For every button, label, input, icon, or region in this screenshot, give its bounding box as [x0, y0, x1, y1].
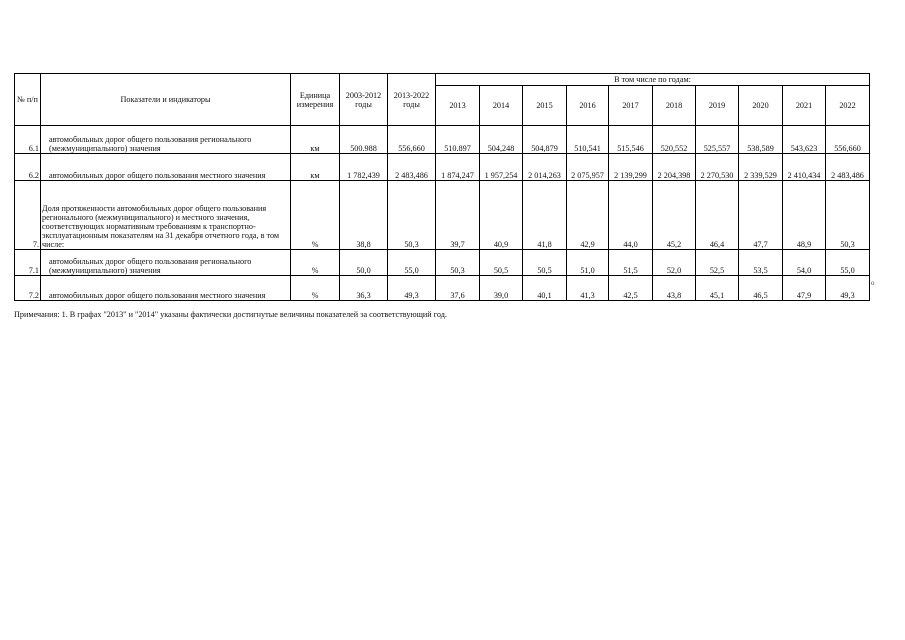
header-years-group: В том числе по годам:	[436, 74, 870, 86]
row-value: 556,660	[388, 126, 436, 154]
row-value: 515,546	[609, 126, 653, 154]
row-value: 46,5	[739, 276, 783, 301]
table-note: Примечания: 1. В графах "2013" и "2014" указаны фактически достигнутые величины показателей за соответствующий год.	[14, 310, 447, 319]
row-value: 55,0	[826, 250, 870, 276]
row-value: 40,1	[523, 276, 567, 301]
row-value: 1 957,254	[480, 154, 523, 181]
row-value: 50,5	[480, 250, 523, 276]
row-value: 504,248	[480, 126, 523, 154]
row-value: 42,5	[609, 276, 653, 301]
header-period-2003-2012: 2003-2012 годы	[340, 74, 388, 126]
header-year: 2020	[739, 86, 783, 126]
table-row	[15, 181, 870, 250]
header-period-2013-2022: 2013-2022 годы	[388, 74, 436, 126]
row-unit: км	[291, 126, 340, 154]
row-value: 538,589	[739, 126, 783, 154]
row-value: 525,557	[696, 126, 739, 154]
row-value: 2 075,957	[567, 154, 609, 181]
row-value: 2 204,398	[653, 154, 696, 181]
row-value: 39,0	[480, 276, 523, 301]
header-year: 2022	[826, 86, 870, 126]
row-value: 2 270,530	[696, 154, 739, 181]
row-value: 510.897	[436, 126, 480, 154]
margin-mark: о	[871, 279, 875, 287]
row-value: 42,9	[567, 181, 609, 250]
row-value: 556,660	[826, 126, 870, 154]
header-year: 2021	[783, 86, 826, 126]
row-value: 2 410,434	[783, 154, 826, 181]
row-value: 39,7	[436, 181, 480, 250]
row-value: 1 874,247	[436, 154, 480, 181]
row-value: 543,623	[783, 126, 826, 154]
row-value: 44,0	[609, 181, 653, 250]
row-number: 6.1	[15, 126, 41, 154]
row-value: 46,4	[696, 181, 739, 250]
indicators-table	[14, 73, 870, 301]
header-year: 2015	[523, 86, 567, 126]
row-value: 52,0	[653, 250, 696, 276]
row-value: 50,0	[340, 250, 388, 276]
row-value: 2 014,263	[523, 154, 567, 181]
table-row	[15, 276, 870, 301]
row-value: 51,5	[609, 250, 653, 276]
row-number: 7.	[15, 181, 41, 250]
row-value: 50,5	[523, 250, 567, 276]
header-unit: Единица измерения	[291, 74, 340, 126]
row-value: 2 139,299	[609, 154, 653, 181]
header-year: 2013	[436, 86, 480, 126]
header-year: 2018	[653, 86, 696, 126]
row-unit: %	[291, 181, 340, 250]
row-value: 2 483,486	[388, 154, 436, 181]
row-value: 2 483,486	[826, 154, 870, 181]
header-number: № п/п	[15, 74, 41, 126]
row-value: 48,9	[783, 181, 826, 250]
row-value: 55,0	[388, 250, 436, 276]
table-row	[15, 126, 870, 154]
row-value: 50,3	[388, 181, 436, 250]
row-value: 41,3	[567, 276, 609, 301]
row-value: 37,6	[436, 276, 480, 301]
row-unit: %	[291, 276, 340, 301]
row-value: 520,552	[653, 126, 696, 154]
header-year: 2014	[480, 86, 523, 126]
row-indicator: Доля протяженности автомобильных дорог общего пользования регионального (межмуниципального) и местного значения, соответствующих нормативным требованиям к транспортно-эксплуатационным показателям на 31 декабря отчетного года, в том числе:	[41, 181, 291, 250]
row-value: 52,5	[696, 250, 739, 276]
row-value: 45,1	[696, 276, 739, 301]
row-value: 49,3	[826, 276, 870, 301]
row-value: 47,9	[783, 276, 826, 301]
row-value: 1 782,439	[340, 154, 388, 181]
row-indicator: автомобильных дорог общего пользования местного значения	[41, 276, 291, 301]
row-value: 47,7	[739, 181, 783, 250]
row-value: 45,2	[653, 181, 696, 250]
row-unit: %	[291, 250, 340, 276]
row-unit: км	[291, 154, 340, 181]
table-row	[15, 154, 870, 181]
row-value: 43,8	[653, 276, 696, 301]
row-value: 2 339,529	[739, 154, 783, 181]
row-number: 7.1	[15, 250, 41, 276]
row-value: 51,0	[567, 250, 609, 276]
header-year: 2016	[567, 86, 609, 126]
row-indicator: автомобильных дорог общего пользования регионального (межмуниципального) значения	[41, 126, 291, 154]
row-number: 7.2	[15, 276, 41, 301]
row-value: 40,9	[480, 181, 523, 250]
row-value: 54,0	[783, 250, 826, 276]
row-value: 38,8	[340, 181, 388, 250]
row-value: 504,879	[523, 126, 567, 154]
table-row	[15, 250, 870, 276]
row-value: 500.988	[340, 126, 388, 154]
row-value: 41,8	[523, 181, 567, 250]
row-value: 53,5	[739, 250, 783, 276]
header-year: 2017	[609, 86, 653, 126]
header-indicators: Показатели и индикаторы	[41, 74, 291, 126]
row-indicator: автомобильных дорог общего пользования местного значения	[41, 154, 291, 181]
row-indicator: автомобильных дорог общего пользования регионального (межмуниципального) значения	[41, 250, 291, 276]
header-year: 2019	[696, 86, 739, 126]
row-value: 50,3	[826, 181, 870, 250]
row-value: 50,3	[436, 250, 480, 276]
row-number: 6.2	[15, 154, 41, 181]
row-value: 510,541	[567, 126, 609, 154]
row-value: 49,3	[388, 276, 436, 301]
row-value: 36,3	[340, 276, 388, 301]
